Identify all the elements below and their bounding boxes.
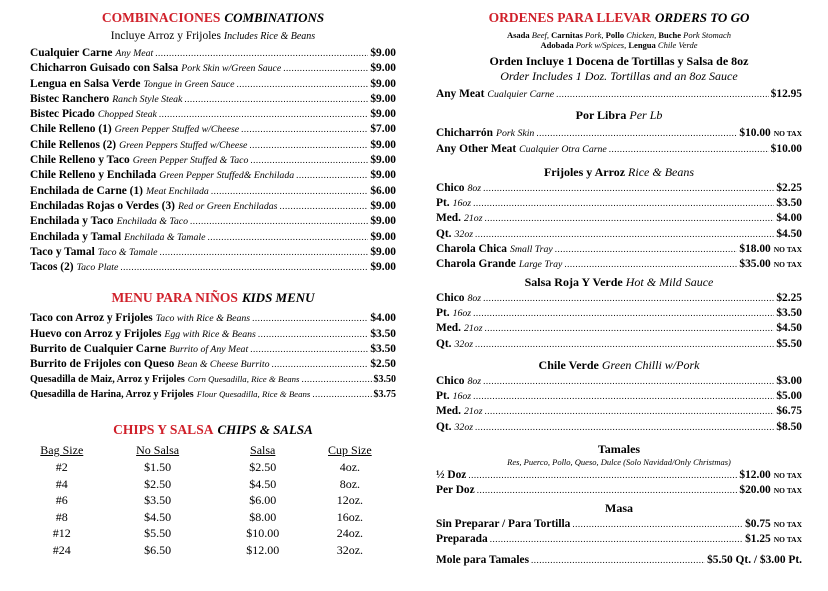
item-name: Huevo con Arroz y Frijoles xyxy=(30,327,162,340)
item-name: Any Other Meat xyxy=(436,142,517,155)
item-price: $5.50 xyxy=(776,337,802,350)
chips-cell: $8.00 xyxy=(249,509,277,524)
leader-dots xyxy=(477,485,738,495)
leader-dots xyxy=(249,140,368,150)
menu-item-row xyxy=(436,375,802,390)
leader-dots xyxy=(490,534,743,544)
menu-item-row xyxy=(436,307,802,322)
item-description: Taco Plate xyxy=(76,262,119,274)
item-description: 16oz xyxy=(452,307,472,319)
menu-item-row xyxy=(436,421,802,436)
item-description: 32oz xyxy=(454,421,474,433)
item-description: Enchilada & Taco xyxy=(116,216,189,228)
leader-dots xyxy=(312,389,371,399)
masa-list xyxy=(436,518,802,549)
item-description: 32oz xyxy=(454,228,474,240)
leader-dots xyxy=(609,144,769,154)
item-description: Any Meat xyxy=(115,48,154,59)
item-description: Ranch Style Steak xyxy=(112,93,183,105)
chips-cell: 24oz. xyxy=(336,526,364,541)
item-description: Bean & Cheese Burrito xyxy=(177,359,270,371)
item-price: $9.00 xyxy=(370,215,396,228)
item-name: Chicharrón xyxy=(436,127,493,140)
por-libra-heading: Por Libra Per Lb xyxy=(575,108,663,123)
menu-item-row xyxy=(436,182,802,197)
leader-dots xyxy=(190,216,368,226)
tax-note: NO TAX xyxy=(773,486,802,496)
item-name: Preparada xyxy=(436,532,488,545)
frijoles-list xyxy=(436,182,802,274)
ordenes-title-es: ORDENES PARA LLEVAR xyxy=(488,10,651,25)
leader-dots xyxy=(258,329,369,339)
item-name: Pt. xyxy=(436,197,450,210)
menu-item-row xyxy=(436,127,802,142)
chips-cell: #6 xyxy=(55,493,68,508)
item-price: $3.50 xyxy=(370,327,396,340)
menu-item-row xyxy=(436,212,802,227)
leader-dots xyxy=(483,376,774,386)
chips-title-en: CHIPS & SALSA xyxy=(217,422,313,438)
item-price: $9.00 xyxy=(370,230,396,243)
item-name: Med. xyxy=(436,212,461,225)
item-description: Tongue in Green Sauce xyxy=(143,78,235,90)
menu-item-row xyxy=(30,78,396,93)
frijoles-heading: Frijoles y Arroz Rice & Beans xyxy=(543,164,695,179)
tax-note: NO TAX xyxy=(773,260,802,270)
item-name: Quesadilla de Harina, Arroz y Frijoles xyxy=(30,388,194,400)
item-description: 21oz xyxy=(464,323,483,335)
chips-header-no-salsa: No Salsa xyxy=(136,443,180,458)
item-price: $9.00 xyxy=(370,154,396,167)
item-description: 8oz xyxy=(467,375,482,387)
menu-item-row xyxy=(30,47,396,62)
item-price: $12.00 xyxy=(739,469,771,482)
item-price: $3.50 xyxy=(776,306,802,319)
chips-cell: $2.50 xyxy=(144,476,172,491)
order-includes: Orden Incluye 1 Docena de Tortillas y Salsa de 8oz xyxy=(489,54,749,68)
leader-dots xyxy=(250,344,368,354)
item-price: $9.00 xyxy=(370,169,396,182)
item-name: Pt. xyxy=(436,306,450,319)
salsa-list xyxy=(436,292,802,353)
menu-item-row xyxy=(30,139,396,154)
chips-cell: #24 xyxy=(52,543,71,557)
item-name: Chico xyxy=(436,291,465,304)
menu-item-row xyxy=(30,261,396,276)
leader-dots xyxy=(283,63,368,73)
item-description: Enchilada & Tamale xyxy=(124,231,206,243)
menu-item-row xyxy=(436,518,802,533)
item-description: 32oz xyxy=(454,338,474,350)
item-name: Sin Preparar / Para Tortilla xyxy=(436,517,571,530)
item-name: Cualquier Carne xyxy=(30,47,113,59)
item-description: Taco & Tamale xyxy=(97,246,158,258)
menu-item-row xyxy=(30,108,396,123)
menu-item-row xyxy=(436,322,802,337)
item-price: $9.00 xyxy=(370,108,396,121)
leader-dots xyxy=(252,313,368,323)
item-name: Charola Chica xyxy=(436,243,507,256)
item-price: $18.00 xyxy=(739,243,771,256)
leader-dots xyxy=(485,323,775,333)
leader-dots xyxy=(272,359,369,369)
chile-verde-heading: Chile Verde Green Chilli w/Pork xyxy=(538,357,700,372)
menu-item-row xyxy=(30,328,396,343)
chips-row xyxy=(30,476,396,493)
item-price: $6.75 xyxy=(776,405,802,418)
kids-title-es: MENU PARA NIÑOS xyxy=(111,290,238,306)
leader-dots xyxy=(473,391,774,401)
item-price: $2.25 xyxy=(776,291,802,304)
leader-dots xyxy=(564,259,737,269)
item-name: Med. xyxy=(436,405,461,418)
item-price: $9.00 xyxy=(370,77,396,90)
item-name: Enchiladas Rojas o Verdes (3) xyxy=(30,199,175,212)
chips-cell: $5.50 xyxy=(144,526,172,541)
combinaciones-heading xyxy=(30,9,396,27)
item-description: Burrito of Any Meat xyxy=(169,344,249,356)
menu-item-row xyxy=(30,62,396,77)
ordenes-meats-line1: Asada Beef, Carnitas Pork, Pollo Chicken, Buche Pork Stomach xyxy=(506,30,732,40)
item-price: $0.75 xyxy=(745,517,771,530)
leader-dots xyxy=(475,422,774,432)
menu-item-row xyxy=(436,405,802,420)
item-description: Green Pepper Stuffed& Enchilada xyxy=(159,170,295,182)
menu-item-row xyxy=(436,292,802,307)
combinaciones-list xyxy=(30,47,396,276)
item-price: $3.50 xyxy=(776,197,802,210)
kids-list xyxy=(30,312,396,404)
leader-dots xyxy=(296,170,368,180)
item-price: $9.00 xyxy=(370,138,396,151)
combinaciones-title-en: COMBINATIONS xyxy=(224,10,325,25)
item-price: $4.50 xyxy=(776,322,802,335)
leader-dots xyxy=(236,79,368,89)
item-price: $8.50 xyxy=(776,420,802,433)
tax-note: NO TAX xyxy=(773,471,802,481)
item-description: Flour Quesadilla, Rice & Beans xyxy=(196,388,311,399)
menu-item-row xyxy=(436,243,802,258)
leader-dots xyxy=(241,124,368,134)
leader-dots xyxy=(159,109,368,119)
leader-dots xyxy=(301,374,371,384)
item-name: Bistec Ranchero xyxy=(30,92,110,105)
tamales-note: Res, Puerco, Pollo, Queso, Dulce (Solo Navidad/Only Christmas) xyxy=(507,457,731,468)
item-description: Cualquier Otra Carne xyxy=(519,143,607,155)
left-column xyxy=(30,0,396,559)
item-price: $7.00 xyxy=(370,123,396,136)
item-description: Green Peppers Stuffed w/Cheese xyxy=(119,139,248,151)
any-meat-row: Any Meat Cualquier Carne ..... $12.95 xyxy=(436,88,802,103)
item-name: Enchilada de Carne (1) xyxy=(30,184,143,197)
item-name: Qt. xyxy=(436,420,452,433)
item-price: $9.00 xyxy=(370,199,396,212)
item-description: Large Tray xyxy=(518,259,563,271)
item-name: Chico xyxy=(436,181,465,194)
menu-item-row xyxy=(30,231,396,246)
leader-dots xyxy=(485,213,775,223)
leader-dots xyxy=(120,262,368,272)
item-price: $4.00 xyxy=(370,312,396,325)
chips-cell: $3.50 xyxy=(144,493,172,508)
chile-verde-list xyxy=(436,375,802,436)
item-price: $2.50 xyxy=(370,358,396,371)
chips-row xyxy=(30,492,396,509)
item-price: $4.50 xyxy=(776,227,802,240)
item-description: 16oz xyxy=(452,198,472,210)
item-name: Enchilada y Tamal xyxy=(30,230,122,243)
item-name: Per Doz xyxy=(436,484,475,497)
leader-dots xyxy=(279,201,368,211)
chips-cell: $10.00 xyxy=(246,526,280,541)
chips-row xyxy=(30,509,396,526)
chips-header-row xyxy=(30,442,396,459)
menu-item-row xyxy=(30,169,396,184)
leader-dots xyxy=(572,519,743,529)
menu-item-row xyxy=(30,343,396,358)
leader-dots xyxy=(483,183,774,193)
menu-item-row xyxy=(436,197,802,212)
item-description: Pork Skin w/Green Sauce xyxy=(181,63,282,75)
item-description: Chopped Steak xyxy=(97,109,157,121)
chips-header-cup-size: Cup Size xyxy=(328,443,372,458)
menu-item-row xyxy=(436,143,802,158)
item-name: Chico xyxy=(436,374,465,387)
mole-row: Mole para Tamales ..... $5.50 Qt. / $3.00 Pt. xyxy=(436,554,802,569)
item-name: Chicharron Guisado con Salsa xyxy=(30,62,179,75)
item-description: Green Pepper Stuffed w/Cheese xyxy=(114,124,240,136)
chips-cell: #8 xyxy=(55,509,68,524)
item-name: Chile Rellenos (2) xyxy=(30,138,117,151)
menu-item-row xyxy=(436,228,802,243)
chips-cell: 8oz. xyxy=(339,476,361,491)
kids-title-en: KIDS MENU xyxy=(241,290,315,306)
item-name: Tacos (2) xyxy=(30,261,74,274)
menu-item-row xyxy=(30,374,396,389)
chips-cell: #2 xyxy=(55,460,68,475)
masa-heading: Masa xyxy=(605,500,633,515)
item-description: Green Pepper Stuffed & Taco xyxy=(132,155,249,167)
salsa-heading: Salsa Roja Y Verde Hot & Mild Sauce xyxy=(524,274,714,289)
menu-item-row xyxy=(30,358,396,373)
tax-note: NO TAX xyxy=(773,245,802,255)
menu-item-row xyxy=(30,200,396,215)
item-name: Lengua en Salsa Verde xyxy=(30,77,141,90)
item-description: Pork Skin xyxy=(495,128,535,140)
item-price: $9.00 xyxy=(370,245,396,258)
item-price: $9.00 xyxy=(370,261,396,274)
leader-dots xyxy=(184,94,368,104)
menu-item-row xyxy=(30,93,396,108)
leader-dots xyxy=(207,232,368,242)
leader-dots xyxy=(475,229,774,239)
item-price: $2.25 xyxy=(776,181,802,194)
menu-item-row xyxy=(436,338,802,353)
leader-dots xyxy=(211,186,369,196)
item-name: Qt. xyxy=(436,337,452,350)
leader-dots xyxy=(555,244,738,254)
item-price: $4.00 xyxy=(776,212,802,225)
menu-item-row xyxy=(30,312,396,327)
item-price: $9.00 xyxy=(370,92,396,105)
menu-item-row xyxy=(30,246,396,261)
chips-cell: 32oz. xyxy=(336,543,364,557)
chips-header-bag-size: Bag Size xyxy=(40,443,84,458)
item-name: Qt. xyxy=(436,227,452,240)
item-description: Corn Quesadilla, Rice & Beans xyxy=(187,373,300,384)
tamales-heading: Tamales xyxy=(597,442,641,457)
item-price: $10.00 xyxy=(770,142,802,155)
item-description: Red or Green Enchiladas xyxy=(177,200,278,212)
item-name: Taco y Tamal xyxy=(30,245,95,258)
chips-row xyxy=(30,526,396,543)
item-price: $20.00 xyxy=(739,484,771,497)
chips-row xyxy=(30,459,396,476)
chips-header-salsa: Salsa xyxy=(250,443,276,458)
item-description: 8oz xyxy=(467,292,482,304)
chips-cell: 12oz. xyxy=(336,493,364,508)
item-name: Chile Relleno y Taco xyxy=(30,154,130,167)
leader-dots xyxy=(160,247,369,257)
menu-item-row xyxy=(436,390,802,405)
item-description: Small Tray xyxy=(510,244,553,256)
item-description: 21oz xyxy=(464,406,483,418)
ordenes-heading xyxy=(436,9,802,27)
item-price: $9.00 xyxy=(370,47,396,59)
item-name: Med. xyxy=(436,322,461,335)
chips-heading xyxy=(30,421,396,439)
chips-cell: 4oz. xyxy=(339,460,361,475)
combinaciones-subtitle: Incluye Arroz y Frijoles Includes Rice & Beans xyxy=(110,30,316,42)
menu-item-row xyxy=(436,484,802,499)
menu-item-row xyxy=(30,185,396,200)
item-price: $10.00 xyxy=(739,127,771,140)
item-name: Charola Grande xyxy=(436,258,516,271)
chips-title-es: CHIPS Y SALSA xyxy=(113,422,214,438)
item-price: $3.00 xyxy=(776,374,802,387)
chips-cell: $6.00 xyxy=(249,493,277,508)
item-price: $35.00 xyxy=(739,258,771,271)
ordenes-title-en: ORDERS TO GO xyxy=(654,10,750,25)
item-price: $1.25 xyxy=(745,532,771,545)
leader-dots xyxy=(473,198,774,208)
item-name: Taco con Arroz y Frijoles xyxy=(30,312,153,325)
item-name: Burrito de Frijoles con Queso xyxy=(30,358,175,371)
menu-item-row xyxy=(30,389,396,404)
item-description: 16oz xyxy=(452,391,472,403)
tax-note: NO TAX xyxy=(773,519,802,529)
chips-cell: #12 xyxy=(52,526,71,541)
tax-note: NO TAX xyxy=(773,534,802,544)
item-description: Taco with Rice & Beans xyxy=(155,313,251,325)
item-name: Chile Relleno (1) xyxy=(30,123,112,136)
right-column xyxy=(436,0,802,570)
menu-item-row xyxy=(436,469,802,484)
tamales-list xyxy=(436,469,802,500)
item-price: $3.75 xyxy=(373,388,396,400)
menu-item-row xyxy=(436,533,802,548)
item-name: ½ Doz xyxy=(436,469,467,482)
order-includes-en: Order Includes 1 Doz. Tortillas and an 8oz Sauce xyxy=(500,69,738,83)
item-name: Chile Relleno y Enchilada xyxy=(30,169,157,182)
chips-cell: 16oz. xyxy=(336,509,364,524)
item-price: $3.50 xyxy=(373,373,396,385)
item-price: $6.00 xyxy=(370,184,396,197)
leader-dots xyxy=(483,293,774,303)
kids-heading xyxy=(30,289,396,307)
leader-dots xyxy=(475,339,774,349)
chips-row xyxy=(30,542,396,559)
chips-cell: $4.50 xyxy=(249,476,277,491)
item-name: Bistec Picado xyxy=(30,108,95,121)
item-description: 21oz xyxy=(464,213,483,225)
chips-table xyxy=(30,442,396,559)
item-description: Egg with Rice & Beans xyxy=(164,328,256,340)
item-price: $5.00 xyxy=(776,390,802,403)
menu-item-row xyxy=(436,258,802,273)
leader-dots xyxy=(250,155,368,165)
item-price: $9.00 xyxy=(370,62,396,75)
chips-cell: $2.50 xyxy=(249,460,277,475)
menu-item-row xyxy=(30,123,396,138)
item-price: $3.50 xyxy=(370,343,396,356)
item-description: Meat Enchilada xyxy=(145,185,209,197)
chips-cell: $12.00 xyxy=(246,543,280,557)
leader-dots xyxy=(468,470,737,480)
chips-cell: $6.50 xyxy=(144,543,172,557)
leader-dots xyxy=(473,308,774,318)
chips-cell: $4.50 xyxy=(144,509,172,524)
menu-item-row xyxy=(30,154,396,169)
item-name: Quesadilla de Maiz, Arroz y Frijoles xyxy=(30,373,185,385)
item-name: Burrito de Cualquier Carne xyxy=(30,343,167,356)
leader-dots xyxy=(155,48,368,58)
leader-dots xyxy=(485,406,775,416)
item-name: Pt. xyxy=(436,390,450,403)
por-libra-list xyxy=(436,127,802,158)
tax-note: NO TAX xyxy=(773,129,802,139)
menu-item-row xyxy=(30,215,396,230)
item-description: 8oz xyxy=(467,182,482,194)
leader-dots xyxy=(536,128,737,138)
chips-cell: $1.50 xyxy=(144,460,172,475)
chips-cell: #4 xyxy=(55,476,68,491)
ordenes-meats-line2: Adobada Pork w/Spices, Lengua Chile Verde xyxy=(540,40,698,50)
combinaciones-title-es: COMBINACIONES xyxy=(101,10,221,25)
item-name: Enchilada y Taco xyxy=(30,215,114,228)
